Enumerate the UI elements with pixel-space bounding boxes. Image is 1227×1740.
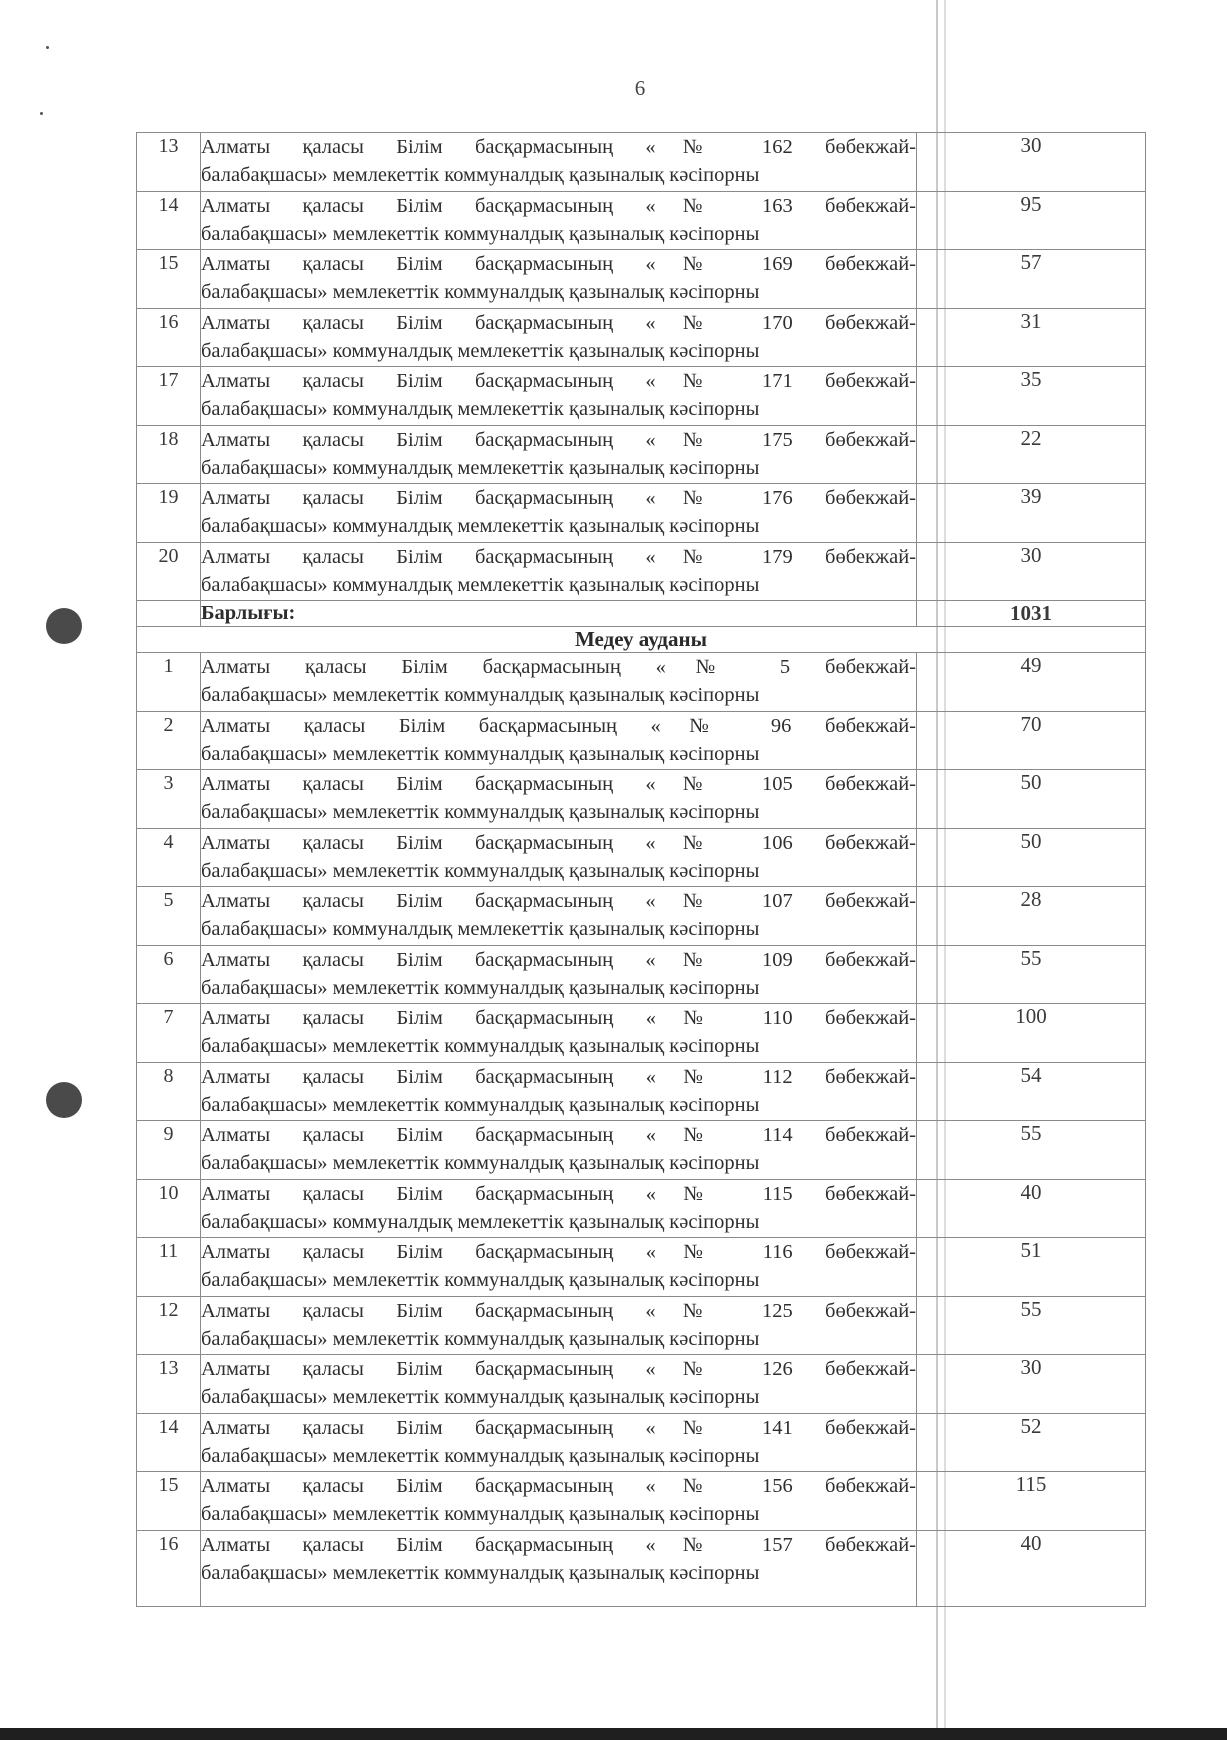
table-row: [137, 542, 1146, 601]
table-row: [137, 133, 1146, 192]
institution-name-line2: балабақшасы» мемлекеттік коммуналдық қазыналық кәсіпорны: [201, 976, 760, 999]
institution-name-line1: Алматы қаласы Білім басқармасының «№ 115 бөбекжай-: [201, 1182, 916, 1205]
table-row: [137, 1121, 1146, 1180]
total-number-cell: [137, 601, 201, 627]
place-count: 115: [917, 1472, 1146, 1531]
institution-name: [201, 308, 917, 367]
institution-name-line2: балабақшасы» коммуналдық мемлекеттік қазыналық кәсіпорны: [201, 918, 760, 940]
institution-name-line2: балабақшасы» мемлекеттік коммуналдық қазыналық кәсіпорны: [201, 222, 760, 245]
place-count: 49: [917, 653, 1146, 712]
place-count: 52: [917, 1413, 1146, 1472]
institution-name-line2: балабақшасы» коммуналдық мемлекеттік қазыналық кәсіпорны: [201, 1210, 760, 1233]
institution-name-line2: балабақшасы» коммуналдық мемлекеттік қазыналық кәсіпорны: [201, 515, 760, 537]
row-number: 7: [137, 1004, 201, 1063]
institution-name-line1: Алматы қаласы Білім басқармасының «№ 107 бөбекжай-: [201, 890, 916, 912]
row-number: 20: [137, 542, 201, 601]
place-count: 95: [917, 191, 1146, 250]
institution-name: [201, 1355, 917, 1414]
table-row: [137, 191, 1146, 250]
institution-name-line1: Алматы қаласы Білім басқармасының «№ 171 бөбекжай-: [201, 370, 916, 392]
table-row: [137, 1179, 1146, 1238]
table-row: [137, 1530, 1146, 1606]
institution-name-line2: балабақшасы» мемлекеттік коммуналдық қазыналық кәсіпорны: [201, 1561, 760, 1584]
row-number: 11: [137, 1238, 201, 1297]
institution-name: [201, 945, 917, 1004]
table-row: [137, 484, 1146, 543]
institution-name-line2: балабақшасы» мемлекеттік коммуналдық қазыналық кәсіпорны: [201, 164, 760, 186]
place-count: 30: [917, 542, 1146, 601]
place-count: 70: [917, 711, 1146, 770]
institution-name: [201, 1179, 917, 1238]
row-number: 8: [137, 1062, 201, 1121]
place-count: 50: [917, 770, 1146, 829]
institution-name-line2: балабақшасы» мемлекеттік коммуналдық қазыналық кәсіпорны: [201, 859, 760, 882]
row-number: 3: [137, 770, 201, 829]
row-number: 6: [137, 945, 201, 1004]
scan-speck: [40, 112, 43, 115]
institution-name: [201, 191, 917, 250]
table-row: [137, 770, 1146, 829]
row-number: 2: [137, 711, 201, 770]
institution-name: [201, 1296, 917, 1355]
punch-hole: [46, 608, 82, 644]
institution-name-line2: балабақшасы» мемлекеттік коммуналдық қазыналық кәсіпорны: [201, 684, 760, 706]
row-number: 4: [137, 828, 201, 887]
institution-name-line1: Алматы қаласы Білім басқармасының «№ 169 бөбекжай-: [201, 253, 916, 275]
institution-name-line1: Алматы қаласы Білім басқармасының «№ 109 бөбекжай-: [201, 948, 916, 971]
institution-name: [201, 367, 917, 426]
institution-name-line1: Алматы қаласы Білім басқармасының «№ 157 бөбекжай-: [201, 1533, 916, 1556]
row-number: 10: [137, 1179, 201, 1238]
institution-name: [201, 711, 917, 770]
institution-name: [201, 887, 917, 946]
row-number: 9: [137, 1121, 201, 1180]
place-count: 30: [917, 1355, 1146, 1414]
scan-bottom-edge: [0, 1728, 1227, 1740]
table-row: [137, 887, 1146, 946]
place-count: 55: [917, 1121, 1146, 1180]
institution-name-line1: Алматы қаласы Білім басқармасының «№ 114 бөбекжай-: [201, 1124, 916, 1146]
place-count: 22: [917, 425, 1146, 484]
institution-name-line1: Алматы қаласы Білім басқармасының «№ 141 бөбекжай-: [201, 1416, 916, 1439]
institution-name: [201, 770, 917, 829]
institution-name: [201, 1238, 917, 1297]
place-count: 40: [917, 1530, 1146, 1606]
total-label: Барлығы:: [201, 601, 917, 627]
row-number: 5: [137, 887, 201, 946]
institution-name-line2: балабақшасы» мемлекеттік коммуналдық қазыналық кәсіпорны: [201, 1327, 760, 1350]
institution-name-line2: балабақшасы» мемлекеттік коммуналдық қазыналық кәсіпорны: [201, 1269, 760, 1291]
row-number: 19: [137, 484, 201, 543]
table-row: [137, 250, 1146, 309]
institution-name-line2: балабақшасы» мемлекеттік коммуналдық қазыналық кәсіпорны: [201, 742, 760, 765]
table-row: [137, 1004, 1146, 1063]
institutions-table: [136, 132, 1146, 1607]
institution-name-line1: Алматы қаласы Білім басқармасының «№ 116 бөбекжай-: [201, 1241, 916, 1263]
table-row: [137, 1062, 1146, 1121]
institution-name-line1: Алматы қаласы Білім басқармасының «№ 96 бөбекжай-: [201, 714, 916, 737]
institution-name-line2: балабақшасы» коммуналдық мемлекеттік қазыналық кәсіпорны: [201, 339, 760, 362]
institution-name-line2: балабақшасы» мемлекеттік коммуналдық қазыналық кәсіпорны: [201, 1035, 760, 1057]
institution-name-line1: Алматы қаласы Білім басқармасының «№ 176 бөбекжай-: [201, 487, 916, 509]
institution-name: [201, 1530, 917, 1606]
section-header-row: [137, 627, 1146, 653]
place-count: 39: [917, 484, 1146, 543]
institution-name: [201, 250, 917, 309]
scan-speck: [46, 46, 49, 49]
institution-name-line1: Алматы қаласы Білім басқармасының «№ 105 бөбекжай-: [201, 773, 916, 795]
institution-name-line1: Алматы қаласы Білім басқармасының «№ 110 бөбекжай-: [201, 1007, 916, 1029]
institution-name-line1: Алматы қаласы Білім басқармасының «№ 112 бөбекжай-: [201, 1065, 916, 1088]
institution-name: [201, 1413, 917, 1472]
institution-name-line2: балабақшасы» мемлекеттік коммуналдық қазыналық кәсіпорны: [201, 1093, 760, 1116]
institution-name: [201, 542, 917, 601]
place-count: 31: [917, 308, 1146, 367]
row-number: 13: [137, 1355, 201, 1414]
institution-name: [201, 1004, 917, 1063]
institution-name: [201, 828, 917, 887]
table-row: [137, 945, 1146, 1004]
table-row: [137, 1238, 1146, 1297]
row-number: 1: [137, 653, 201, 712]
institution-name: [201, 1062, 917, 1121]
table-row: [137, 308, 1146, 367]
place-count: 51: [917, 1238, 1146, 1297]
row-number: 16: [137, 1530, 201, 1606]
table-row: [137, 367, 1146, 426]
table-row: [137, 1296, 1146, 1355]
row-number: 13: [137, 133, 201, 192]
institution-name-line2: балабақшасы» мемлекеттік коммуналдық қазыналық кәсіпорны: [201, 1503, 760, 1525]
total-value: 1031: [917, 601, 1146, 627]
place-count: 57: [917, 250, 1146, 309]
row-number: 12: [137, 1296, 201, 1355]
place-count: 28: [917, 887, 1146, 946]
institution-name: [201, 133, 917, 192]
place-count: 55: [917, 945, 1146, 1004]
table-row: [137, 1355, 1146, 1414]
institution-name: [201, 1121, 917, 1180]
institution-name-line1: Алматы қаласы Білім басқармасының «№ 106 бөбекжай-: [201, 831, 916, 854]
institution-name: [201, 484, 917, 543]
place-count: 50: [917, 828, 1146, 887]
institution-name-line1: Алматы қаласы Білім басқармасының «№ 156 бөбекжай-: [201, 1475, 916, 1497]
row-number: 15: [137, 1472, 201, 1531]
place-count: 35: [917, 367, 1146, 426]
institution-name-line2: балабақшасы» коммуналдық мемлекеттік қазыналық кәсіпорны: [201, 573, 760, 596]
institution-name-line1: Алматы қаласы Білім басқармасының «№ 125 бөбекжай-: [201, 1299, 916, 1322]
table-row: [137, 1472, 1146, 1531]
institution-name-line2: балабақшасы» мемлекеттік коммуналдық қазыналық кәсіпорны: [201, 1152, 760, 1174]
punch-hole: [46, 1082, 82, 1118]
institution-name-line2: балабақшасы» мемлекеттік коммуналдық қазыналық кәсіпорны: [201, 1386, 760, 1408]
row-number: 18: [137, 425, 201, 484]
institution-name-line2: балабақшасы» мемлекеттік коммуналдық қазыналық кәсіпорны: [201, 281, 760, 303]
place-count: 100: [917, 1004, 1146, 1063]
place-count: 30: [917, 133, 1146, 192]
table-row: [137, 425, 1146, 484]
institution-name-line2: балабақшасы» коммуналдық мемлекеттік қазыналық кәсіпорны: [201, 398, 760, 420]
institution-name-line2: балабақшасы» мемлекеттік коммуналдық қазыналық кәсіпорны: [201, 801, 760, 823]
row-number: 15: [137, 250, 201, 309]
table-row: [137, 653, 1146, 712]
institution-name: [201, 653, 917, 712]
place-count: 54: [917, 1062, 1146, 1121]
institution-name-line2: балабақшасы» мемлекеттік коммуналдық қазыналық кәсіпорны: [201, 1444, 760, 1467]
row-number: 14: [137, 191, 201, 250]
institution-name: [201, 425, 917, 484]
institution-name: [201, 1472, 917, 1531]
institution-name-line1: Алматы қаласы Білім басқармасының «№ 175 бөбекжай-: [201, 428, 916, 451]
total-row: [137, 601, 1146, 627]
table-row: [137, 711, 1146, 770]
institution-name-line1: Алматы қаласы Білім басқармасының «№ 162 бөбекжай-: [201, 136, 916, 158]
row-number: 17: [137, 367, 201, 426]
place-count: 55: [917, 1296, 1146, 1355]
institution-name-line1: Алматы қаласы Білім басқармасының «№ 179 бөбекжай-: [201, 545, 916, 568]
institution-name-line1: Алматы қаласы Білім басқармасының «№ 5 бөбекжай-: [201, 656, 916, 678]
row-number: 16: [137, 308, 201, 367]
section-title: Медеу ауданы: [137, 627, 1146, 653]
institution-name-line1: Алматы қаласы Білім басқармасының «№ 170 бөбекжай-: [201, 311, 916, 334]
page-number: 6: [634, 76, 646, 100]
institution-name-line2: балабақшасы» коммуналдық мемлекеттік қазыналық кәсіпорны: [201, 456, 760, 479]
row-number: 14: [137, 1413, 201, 1472]
institution-name-line1: Алматы қаласы Білім басқармасының «№ 163 бөбекжай-: [201, 194, 916, 217]
table-row: [137, 828, 1146, 887]
institution-name-line1: Алматы қаласы Білім басқармасының «№ 126 бөбекжай-: [201, 1358, 916, 1380]
place-count: 40: [917, 1179, 1146, 1238]
table-row: [137, 1413, 1146, 1472]
